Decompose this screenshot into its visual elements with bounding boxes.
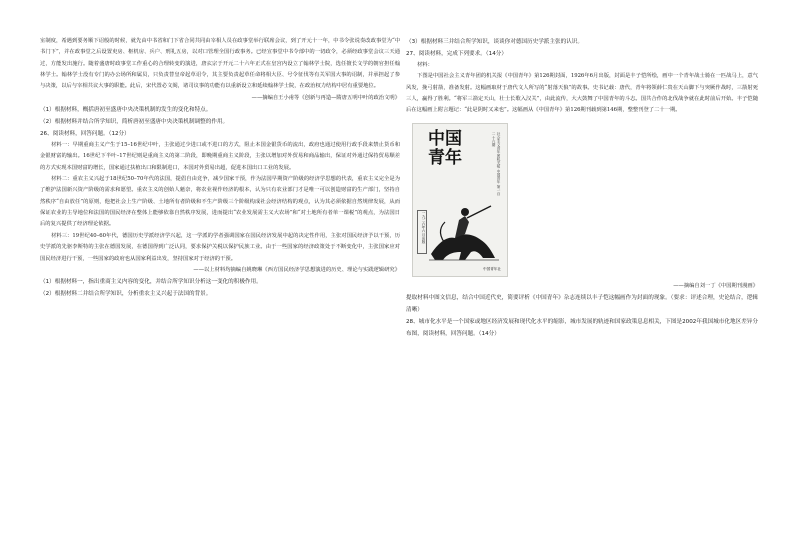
text-m27: 材料： xyxy=(417,62,433,68)
text-p2: 材料一：早期重商主义产生于15–16世纪中叶，主张通过少进口或不进口的方式，阻止本国金银货币的流出，政府也通过使用行政手段来禁止货币和金银财富的输出。16世纪下半叶–17世纪则是重商主义的第二阶段，即晚期重商主义阶段，主张以增加对外贸易和商品输出，保证对外通过保持贸易顺差的方式实现本国财富的增长，国家通过扶植出口和限制进口，本国对外贸易出超，促进本国出口工业的发展。 xyxy=(40,142,400,171)
text-h26: 26、阅读材料，回答问题。（12分） xyxy=(40,131,130,138)
text-s1: ——摘编自王小甫等《创新与再造—隋唐五明中叶的政治文明》 xyxy=(251,94,400,101)
text-p3: 材料二：重农主义兴起于18世纪50–70年代的法国，提倡自由竞争，减少国家干预，作为法国早期资产阶级的经济学思想的代表，重农主义完全是为了维护法国新兴资产阶级的需求和愿望。重农主义的创始人魁奈，将农业视作经济的根本，认为只有农业部门才是唯一可以创造财富的生产部门，坚持自然秩序“自由放任”的原则，他把社会上生产阶级、土地所有者阶级和不生产阶级三个阶级构成社会经济结构的观点，认为其必须依据自然规律发展，从而保证农业的主导地位和法国的国民经济在整体上能够依靠自然秩序发展，进而提出“农业发展需主义大农场”和“对土地所有者单一课税”的观点，为法国日后的复兴提供了经济理论依据。 xyxy=(40,176,400,228)
cover-side-text: 社会主义青年团机关报 中国青年 第一百二十六期 xyxy=(492,131,501,196)
left-column xyxy=(40,36,400,300)
text-q1: （1）根据材料，概括唐初至盛唐中央决策机制的发生的变化和特点。 xyxy=(40,107,212,114)
cover-title: 中国青年 xyxy=(428,128,462,168)
right-column xyxy=(406,36,758,340)
text-q2: （2）根据材料并结合所学知识，简析唐初至盛唐中央决策机制调整的作用。 xyxy=(40,119,229,126)
text-s3: ——摘编自刘一丁《中国期刊漫画》 xyxy=(673,282,758,289)
text-h28: 28、城市化水平是一个国家或地区经济发展和现代化水平的缩影，城市发展的轨迹和国家政策息息相关，下图是2002年我国城市化地区差异分布图，阅读材料，回答问题。（14分） xyxy=(406,319,758,338)
text-p4: 材料三：19世纪40–60年代，德国历史学派经济学兴起，这一学派的学者强调国家在国民经济发展中起的决定性作用，主张对国民经济予以干预，历史学派的先驱李斯特的主张在德国发展，在德国得到广泛认同，要求保护关税以保护民族工业。由于一些国家的经济政策处于不断变化中，主张国家应对国民经济进行干预，一些国家的政府也从国家利益出发，坚持国家对于经济的干预。 xyxy=(40,232,400,262)
text-p1: 室制度，希遇到要务顺下诏般的时候，就先由中书省和门下省合同共同由宰相人员在政事堂举行联席会议，到了开元十一年，中书令张说奏改政事堂为“中书门下”，并在政事堂之后设置吏房、枢机房、兵户、刑礼五房，以对口管理全国行政事务。已经宣事堂中书令部中的一切政令，必须经政事堂会议三天通过，方能发出施行。随着盛唐时政事堂工作重心的合理转变的演进，唐玄宗于开元二十六年正式在皇宫内设立了翰林学士院，选任擅长文学的朝官担任翰林学士。翰林学士没有专门的办公场所和属员，只负责替皇帝起草诏令，其主要负责起草任命将相大臣、号令征伐等有关军国大事的诏制，并承担起了参与决策，以后与宰相共议大事的职能。此后，宋代置必文阁，诸司议事的功能有以重新设立和延续翰林学士院，在政治权力结构中居有重要地位。 xyxy=(40,38,400,90)
text-q5: （3）根据材料三并结合所学知识，谈谈你对德国历史学派主张的认识。 xyxy=(406,39,583,45)
text-q4: （2）根据材料二并结合所学知识，分析重农主义兴起于法国的背景。 xyxy=(40,291,212,298)
text-q3: （1）根据材料一，指出重商主义内容的变化，并结合所学知识分析这一变化的积极作用。 xyxy=(40,279,262,286)
rider-illustration xyxy=(425,202,501,264)
cover-publisher: 中国青年社 xyxy=(483,266,501,271)
magazine-cover-image xyxy=(412,123,508,277)
text-p5: 下图是中国社会主义青年团的机关报《中国青年》第126期封面，1926年6月出版，封面是丰子恺所绘，画中一个青年战士骑在一匹战马上，意气风发，挽弓射箭，准备发射。这幅画取材于唐代文人所写的“射落天狼”的故事。史书记载：唐代，青年将领薛仁贵在天山脚下与突厥作战时，三箭射死三人，赢得了胜利。“将军三箭定天山，壮士长歌入汉关”，由此流传，大大鼓舞了中国青年的斗志。国共合作的北伐战争就在此时前后开始。丰子恺随后在这幅画上附言题记：“此是阴时又来也”。这幅画从《中国青年》第126期刊载到第146期，整整刊登了二十一期。 xyxy=(406,73,758,114)
text-q6: 提取材料中图文信息，结合中国近代史，简要评析《中国青年》杂志连续以丰子恺这幅画作为封面的现象。（要求：评述合理，史论结合，逻辑清晰） xyxy=(406,295,758,314)
text-h27: 27、阅读材料，完成下列要求。（14分） xyxy=(406,51,507,57)
text-s2: ——以上材料均摘编自姚晓琳《西方国民经济学思想演进的历史、理论与实践逻辑研究》 xyxy=(193,266,400,273)
cover-issue-label: 一九二六年六月出版 xyxy=(417,210,427,254)
